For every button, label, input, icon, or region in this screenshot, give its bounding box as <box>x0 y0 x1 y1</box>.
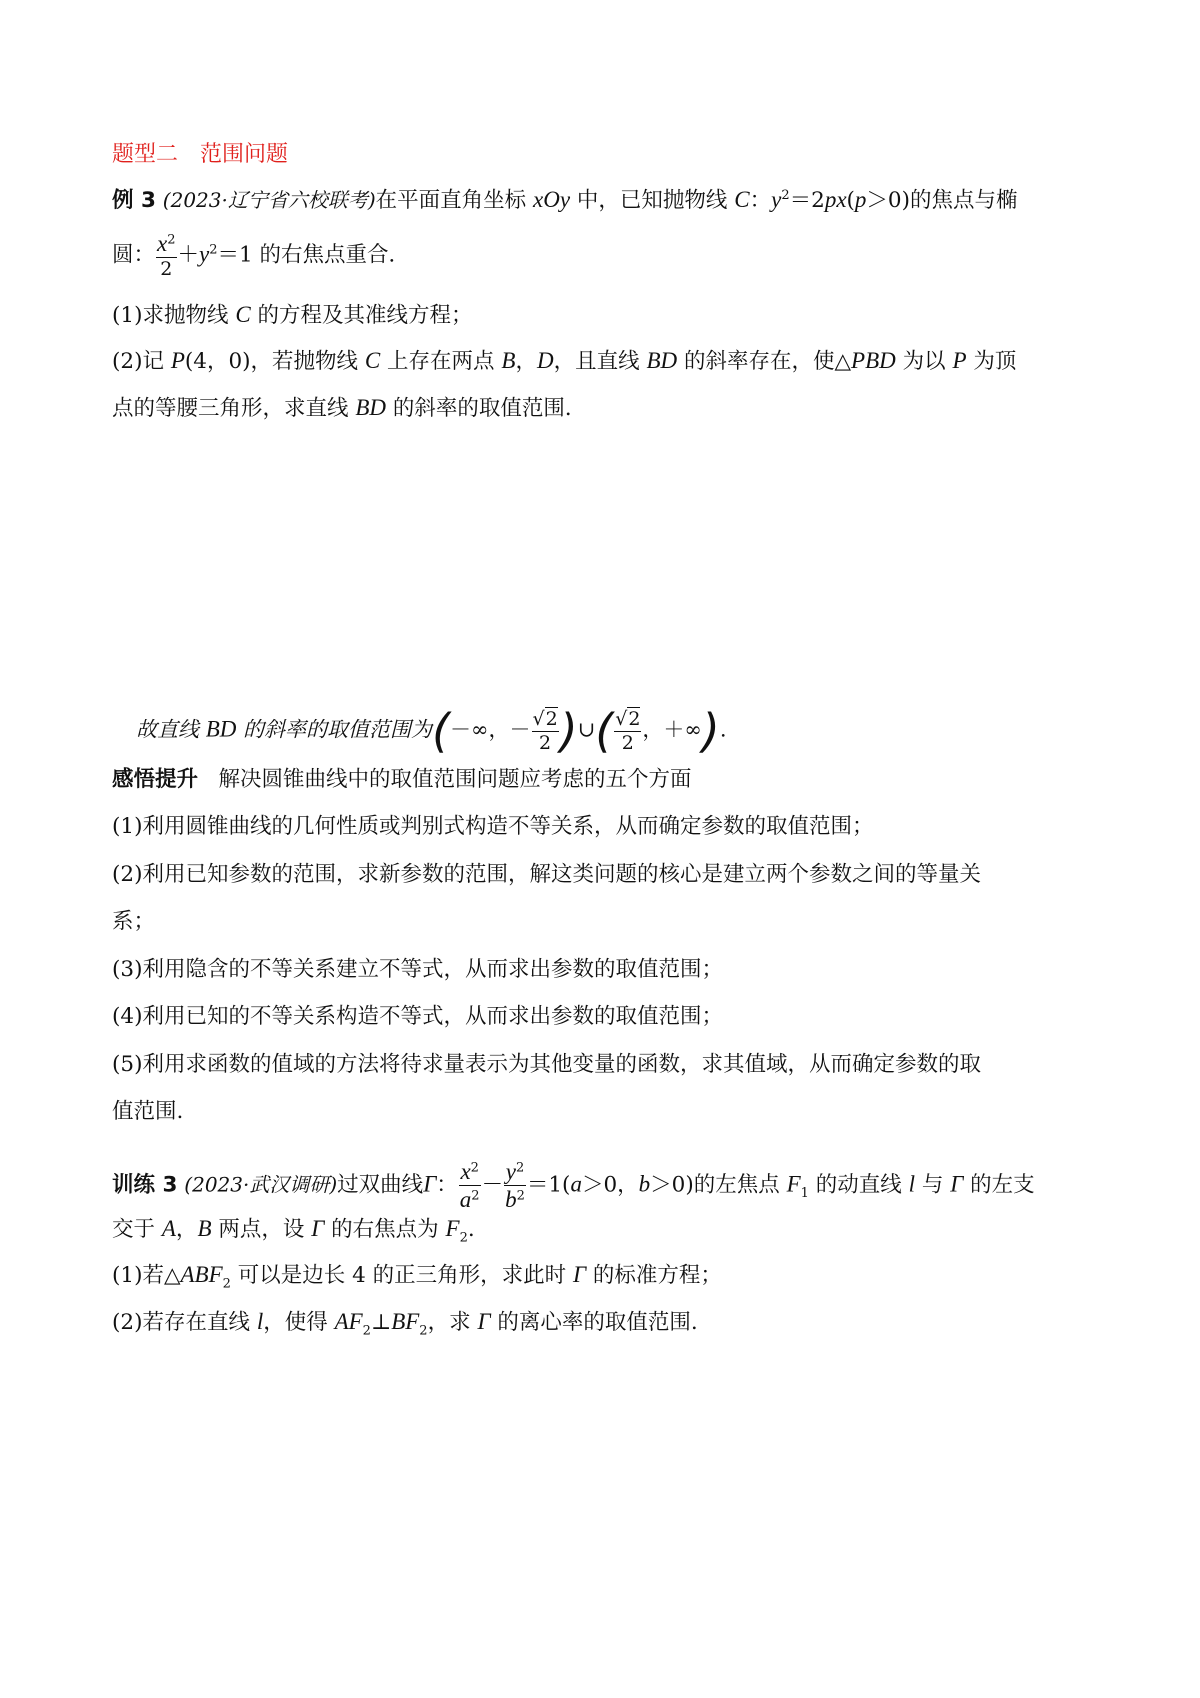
paren-open: ( <box>432 704 450 758</box>
insight-item: 值范围. <box>112 1099 184 1124</box>
q-text: 为以 <box>902 349 946 374</box>
math-var: Γ <box>950 1171 964 1197</box>
answer-math: －∞，－ <box>450 717 531 742</box>
q-text: (4，0)，若抛物线 <box>184 349 359 374</box>
insight-item: (1)利用圆锥曲线的几何性质或判别式构造不等关系，从而确定参数的取值范围； <box>112 814 874 839</box>
q-text: (1)若△ <box>112 1263 181 1288</box>
training-label: 训练 3 <box>112 1172 178 1198</box>
insight-heading <box>112 765 692 795</box>
insight-title: 解决圆锥曲线中的取值范围问题应考虑的五个方面 <box>218 767 692 792</box>
math-var: p <box>854 187 867 212</box>
subscript: 2 <box>222 1276 231 1292</box>
q-text: (2)记 <box>112 349 164 374</box>
math-var: PBD <box>851 348 896 373</box>
example-text: 中，已知抛物线 <box>576 188 728 213</box>
answer-text: 的斜率的取值范围为 <box>243 717 433 742</box>
math-var: l <box>256 1309 264 1334</box>
hyperbola-fraction-x: $\frac{x^2}{a^2}$ <box>459 1159 480 1212</box>
q-text: 的离心率的取值范围. <box>497 1310 698 1335</box>
math-text: ⊥ <box>370 1310 392 1335</box>
paren-close: ) <box>701 704 720 758</box>
math-text: ＋ <box>177 242 200 268</box>
math-var: C <box>235 302 251 327</box>
frac-den: 2 <box>621 731 634 754</box>
q-text: ，使得 <box>263 1310 328 1335</box>
math-var: C <box>734 187 750 212</box>
insight-item: (2)利用已知参数的范围，求新参数的范围，解这类问题的核心是建立两个参数之间的等量关 <box>112 862 981 887</box>
subscript: 1 <box>800 1185 809 1201</box>
training-question-1 <box>112 1260 722 1291</box>
training-text: 交于 <box>112 1217 156 1242</box>
training-text: ： <box>436 1172 458 1198</box>
q-text: 的方程及其准线方程； <box>257 303 473 328</box>
training-text: 两点，设 <box>218 1217 305 1242</box>
answer-math: ，＋∞ <box>642 717 702 742</box>
frac-den: 2 <box>160 258 173 280</box>
training-text: 过双曲线 <box>337 1172 424 1198</box>
example-line-2: 圆： $\frac{x^2}{2}$ $+y^2=1$ 的右焦点重合． <box>112 231 411 280</box>
math-var: AF <box>334 1309 363 1334</box>
sqrt-fraction-2: $\frac{√2}{2}$ <box>615 707 641 754</box>
training-text: 与 <box>921 1172 944 1198</box>
math-var: y <box>771 187 782 212</box>
example-source: (2023·辽宁省六校联考) <box>162 188 376 212</box>
question-2-line-2 <box>112 393 586 424</box>
q-text: 的标准方程； <box>592 1263 722 1288</box>
training-text: 的右焦点为 <box>331 1217 439 1242</box>
q-text: 点的等腰三角形，求直线 <box>112 396 349 421</box>
training-question-2 <box>112 1307 698 1338</box>
paren-open: ( <box>595 704 614 758</box>
sqrt-radicand: 2 <box>545 707 558 730</box>
math-var: BD <box>205 716 237 742</box>
math-var: Γ <box>423 1171 437 1197</box>
math-var: px <box>824 187 847 212</box>
math-var: ABF <box>180 1262 223 1287</box>
insight-item: 系； <box>112 909 156 934</box>
math-var: xOy <box>533 187 571 212</box>
insight-item: (4)利用已知的不等关系构造不等式，从而求出参数的取值范围； <box>112 1004 723 1029</box>
sqrt-radicand: 2 <box>628 707 641 730</box>
training-source: (2023·武汉调研) <box>184 1172 338 1197</box>
math-text: ( <box>846 188 855 213</box>
q-text: 上存在两点 <box>387 349 495 374</box>
q-text: 为顶 <box>973 349 1017 374</box>
math-text: － <box>481 1172 504 1198</box>
answer-text: . <box>719 717 727 742</box>
q-text: 的斜率存在，使△ <box>683 349 852 374</box>
example-text: ： <box>749 188 772 213</box>
subscript: 2 <box>419 1323 428 1339</box>
frac-den: 2 <box>539 731 552 754</box>
math-var: a <box>570 1171 582 1197</box>
math-var: l <box>908 1171 915 1197</box>
answer-line <box>136 704 727 758</box>
frac-den: b <box>505 1187 517 1212</box>
frac-num: y <box>505 1159 516 1184</box>
training-text: ， <box>175 1217 198 1242</box>
section-title: 题型二 范围问题 <box>112 142 289 167</box>
q-text: 可以是边长 4 的正三角形，求此时 <box>237 1263 567 1288</box>
q-text: ，且直线 <box>553 349 640 374</box>
question-2-line-1 <box>112 346 1016 377</box>
q-text: ，求 <box>427 1310 471 1335</box>
q-text: (2)若存在直线 <box>112 1310 250 1335</box>
q-text: (1)求抛物线 <box>112 303 229 328</box>
example-text: 在平面直角坐标 <box>375 188 527 213</box>
subscript: 2 <box>362 1323 371 1339</box>
math-var: y <box>199 241 210 267</box>
q-text: 的斜率的取值范围． <box>392 396 587 421</box>
math-var: A <box>161 1216 176 1241</box>
subscript: 2 <box>459 1230 468 1246</box>
math-var: Γ <box>311 1216 325 1241</box>
math-var: P <box>952 348 967 373</box>
answer-text: 故直线 <box>136 717 199 742</box>
training-text: 的左支 <box>970 1172 1035 1198</box>
example-text: 圆： <box>112 242 156 268</box>
example-text: ＞0)的焦点与椭 <box>866 188 1018 213</box>
training-text: . <box>467 1217 475 1242</box>
training-text: ＞0)的左焦点 <box>650 1172 780 1198</box>
example-text: ＝1 的右焦点重合． <box>217 242 411 268</box>
math-var: b <box>638 1171 651 1197</box>
frac-num: x <box>157 231 168 256</box>
training-line-1 <box>112 1160 1035 1211</box>
insight-item: (5)利用求函数的值域的方法将待求量表示为其他变量的函数，求其值域，从而确定参数的取 <box>112 1052 981 1077</box>
q-text: ， <box>515 349 537 374</box>
math-var: B <box>501 348 516 373</box>
math-var: B <box>197 1216 212 1241</box>
hyperbola-fraction-y: $\frac{y^2}{b^2}$ <box>505 1159 525 1212</box>
math-text: ＝2 <box>789 188 825 213</box>
ellipse-fraction: $\frac{x^2}{2}$ <box>157 231 176 280</box>
union-symbol: ∪ <box>577 717 596 742</box>
paren-close: ) <box>559 704 578 758</box>
example-label: 例 3 <box>112 188 156 213</box>
math-var: D <box>536 348 554 373</box>
training-line-2 <box>112 1214 475 1245</box>
math-var: P <box>170 348 185 373</box>
training-text: 的动直线 <box>815 1172 902 1198</box>
frac-num: x <box>460 1159 471 1184</box>
math-var: BD <box>355 395 387 420</box>
math-var: F <box>786 1171 801 1197</box>
frac-den: a <box>459 1187 472 1212</box>
math-var: BF <box>391 1309 420 1334</box>
math-text: ＝1( <box>526 1172 571 1198</box>
sqrt-fraction-1: $\frac{√2}{2}$ <box>532 707 558 754</box>
example-line-1: 例 3 (2023·辽宁省六校联考)在平面直角坐标 xOy 中，已知抛物线 C：$y^2=2px(p>0)$的焦点与椭 <box>112 187 1018 213</box>
math-var: F <box>445 1216 460 1241</box>
math-var: C <box>364 348 381 373</box>
math-var: Γ <box>477 1309 491 1334</box>
insight-item: (3)利用隐含的不等关系建立不等式，从而求出参数的取值范围； <box>112 957 723 982</box>
insight-label: 感悟提升 <box>112 767 199 792</box>
math-var: BD <box>646 348 678 373</box>
math-text: ＞0， <box>581 1172 639 1198</box>
math-var: Γ <box>572 1262 587 1287</box>
question-1 <box>112 300 473 331</box>
